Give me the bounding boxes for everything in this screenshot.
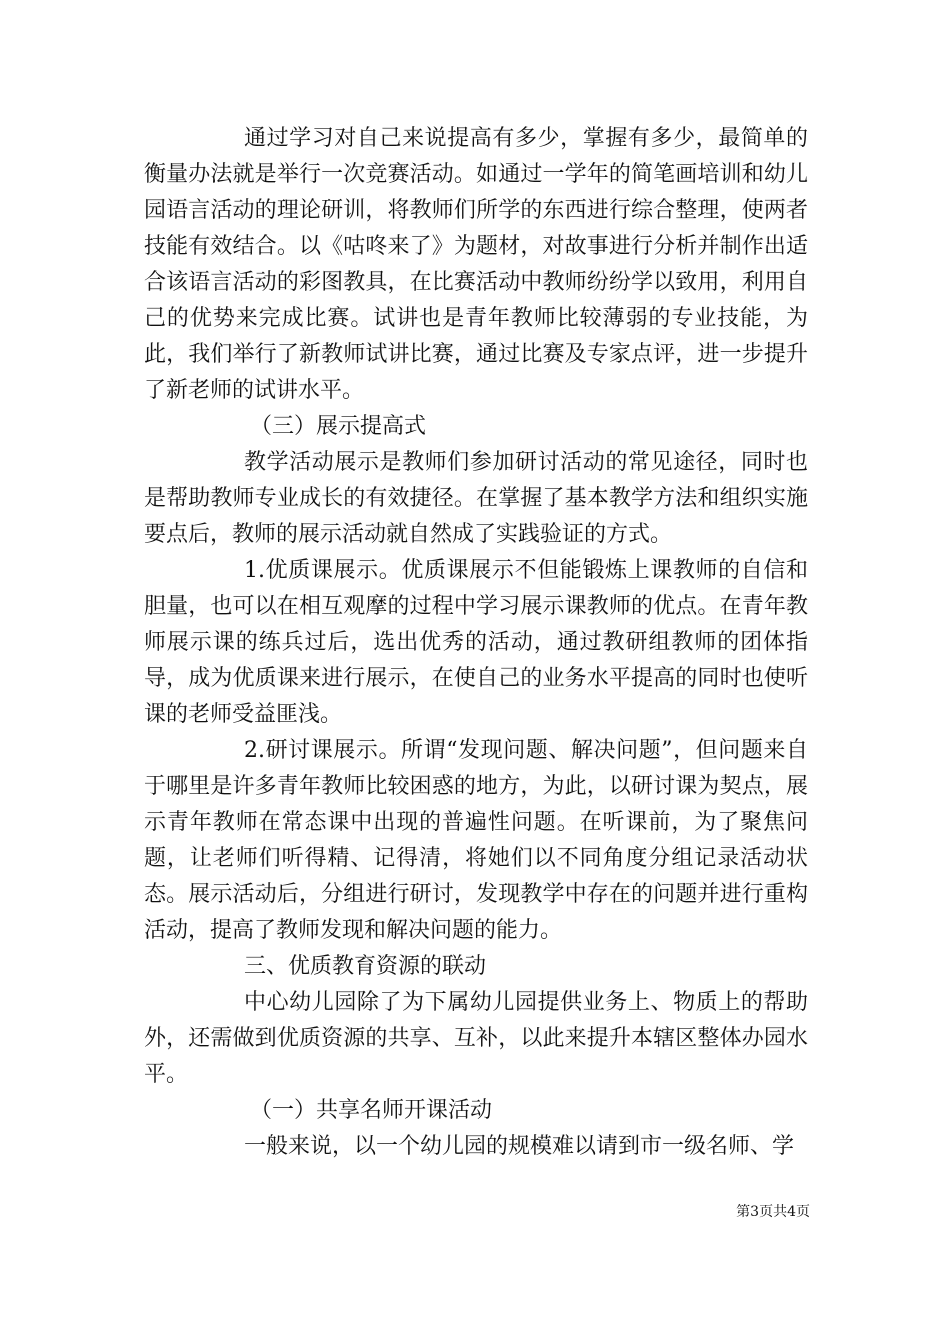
body-paragraph: 中心幼儿园除了为下属幼儿园提供业务上、物质上的帮助外，还需做到优质资源的共享、互补，以此来提升本辖区整体办园水平。 bbox=[144, 990, 808, 1087]
body-paragraph: 1.优质课展示。优质课展示不但能锻炼上课教师的自信和胆量，也可以在相互观摩的过程中学习展示课教师的优点。在青年教师展示课的练兵过后，选出优秀的活动，通过教研组教师的团体指导，成为优质课来进行展示，在使自己的业务水平提高的同时也使听课的老师受益匪浅。 bbox=[144, 558, 808, 727]
subsection-heading: （一）共享名师开课活动 bbox=[250, 1098, 493, 1123]
body-paragraph: 2.研讨课展示。所谓“发现问题、解决问题”，但问题来自于哪里是许多青年教师比较困惑的地方，为此，以研讨课为契点，展示青年教师在常态课中出现的普遍性问题。在听课前，为了聚焦问题，让老师们听得精、记得清，将她们以不同角度分组记录活动状态。展示活动后，分组进行研讨，发现教学中存在的问题并进行重构活动，提高了教师发现和解决问题的能力。 bbox=[144, 738, 808, 943]
body-paragraph: 一般来说，以一个幼儿园的规模难以请到市一级名师、学 bbox=[244, 1134, 795, 1159]
document-body bbox=[144, 121, 808, 1165]
body-paragraph: 通过学习对自己来说提高有多少，掌握有多少，最简单的衡量办法就是举行一次竞赛活动。如通过一学年的简笔画培训和幼儿园语言活动的理论研训，将教师们所学的东西进行综合整理，使两者技能有效结合。以《咕咚来了》为题材，对故事进行分析并制作出适合该语言活动的彩图教具，在比赛活动中教师纷纷学以致用，利用自己的优势来完成比赛。试讲也是青年教师比较薄弱的专业技能，为此，我们举行了新教师试讲比赛，通过比赛及专家点评，进一步提升了新老师的试讲水平。 bbox=[144, 126, 808, 403]
section-heading: 三、优质教育资源的联动 bbox=[244, 954, 487, 979]
page-number: 第3页共4页 bbox=[736, 1204, 810, 1220]
subsection-heading: （三）展示提高式 bbox=[250, 414, 427, 439]
body-paragraph: 教学活动展示是教师们参加研讨活动的常见途径，同时也是帮助教师专业成长的有效捷径。在掌握了基本教学方法和组织实施要点后，教师的展示活动就自然成了实践验证的方式。 bbox=[144, 450, 808, 547]
